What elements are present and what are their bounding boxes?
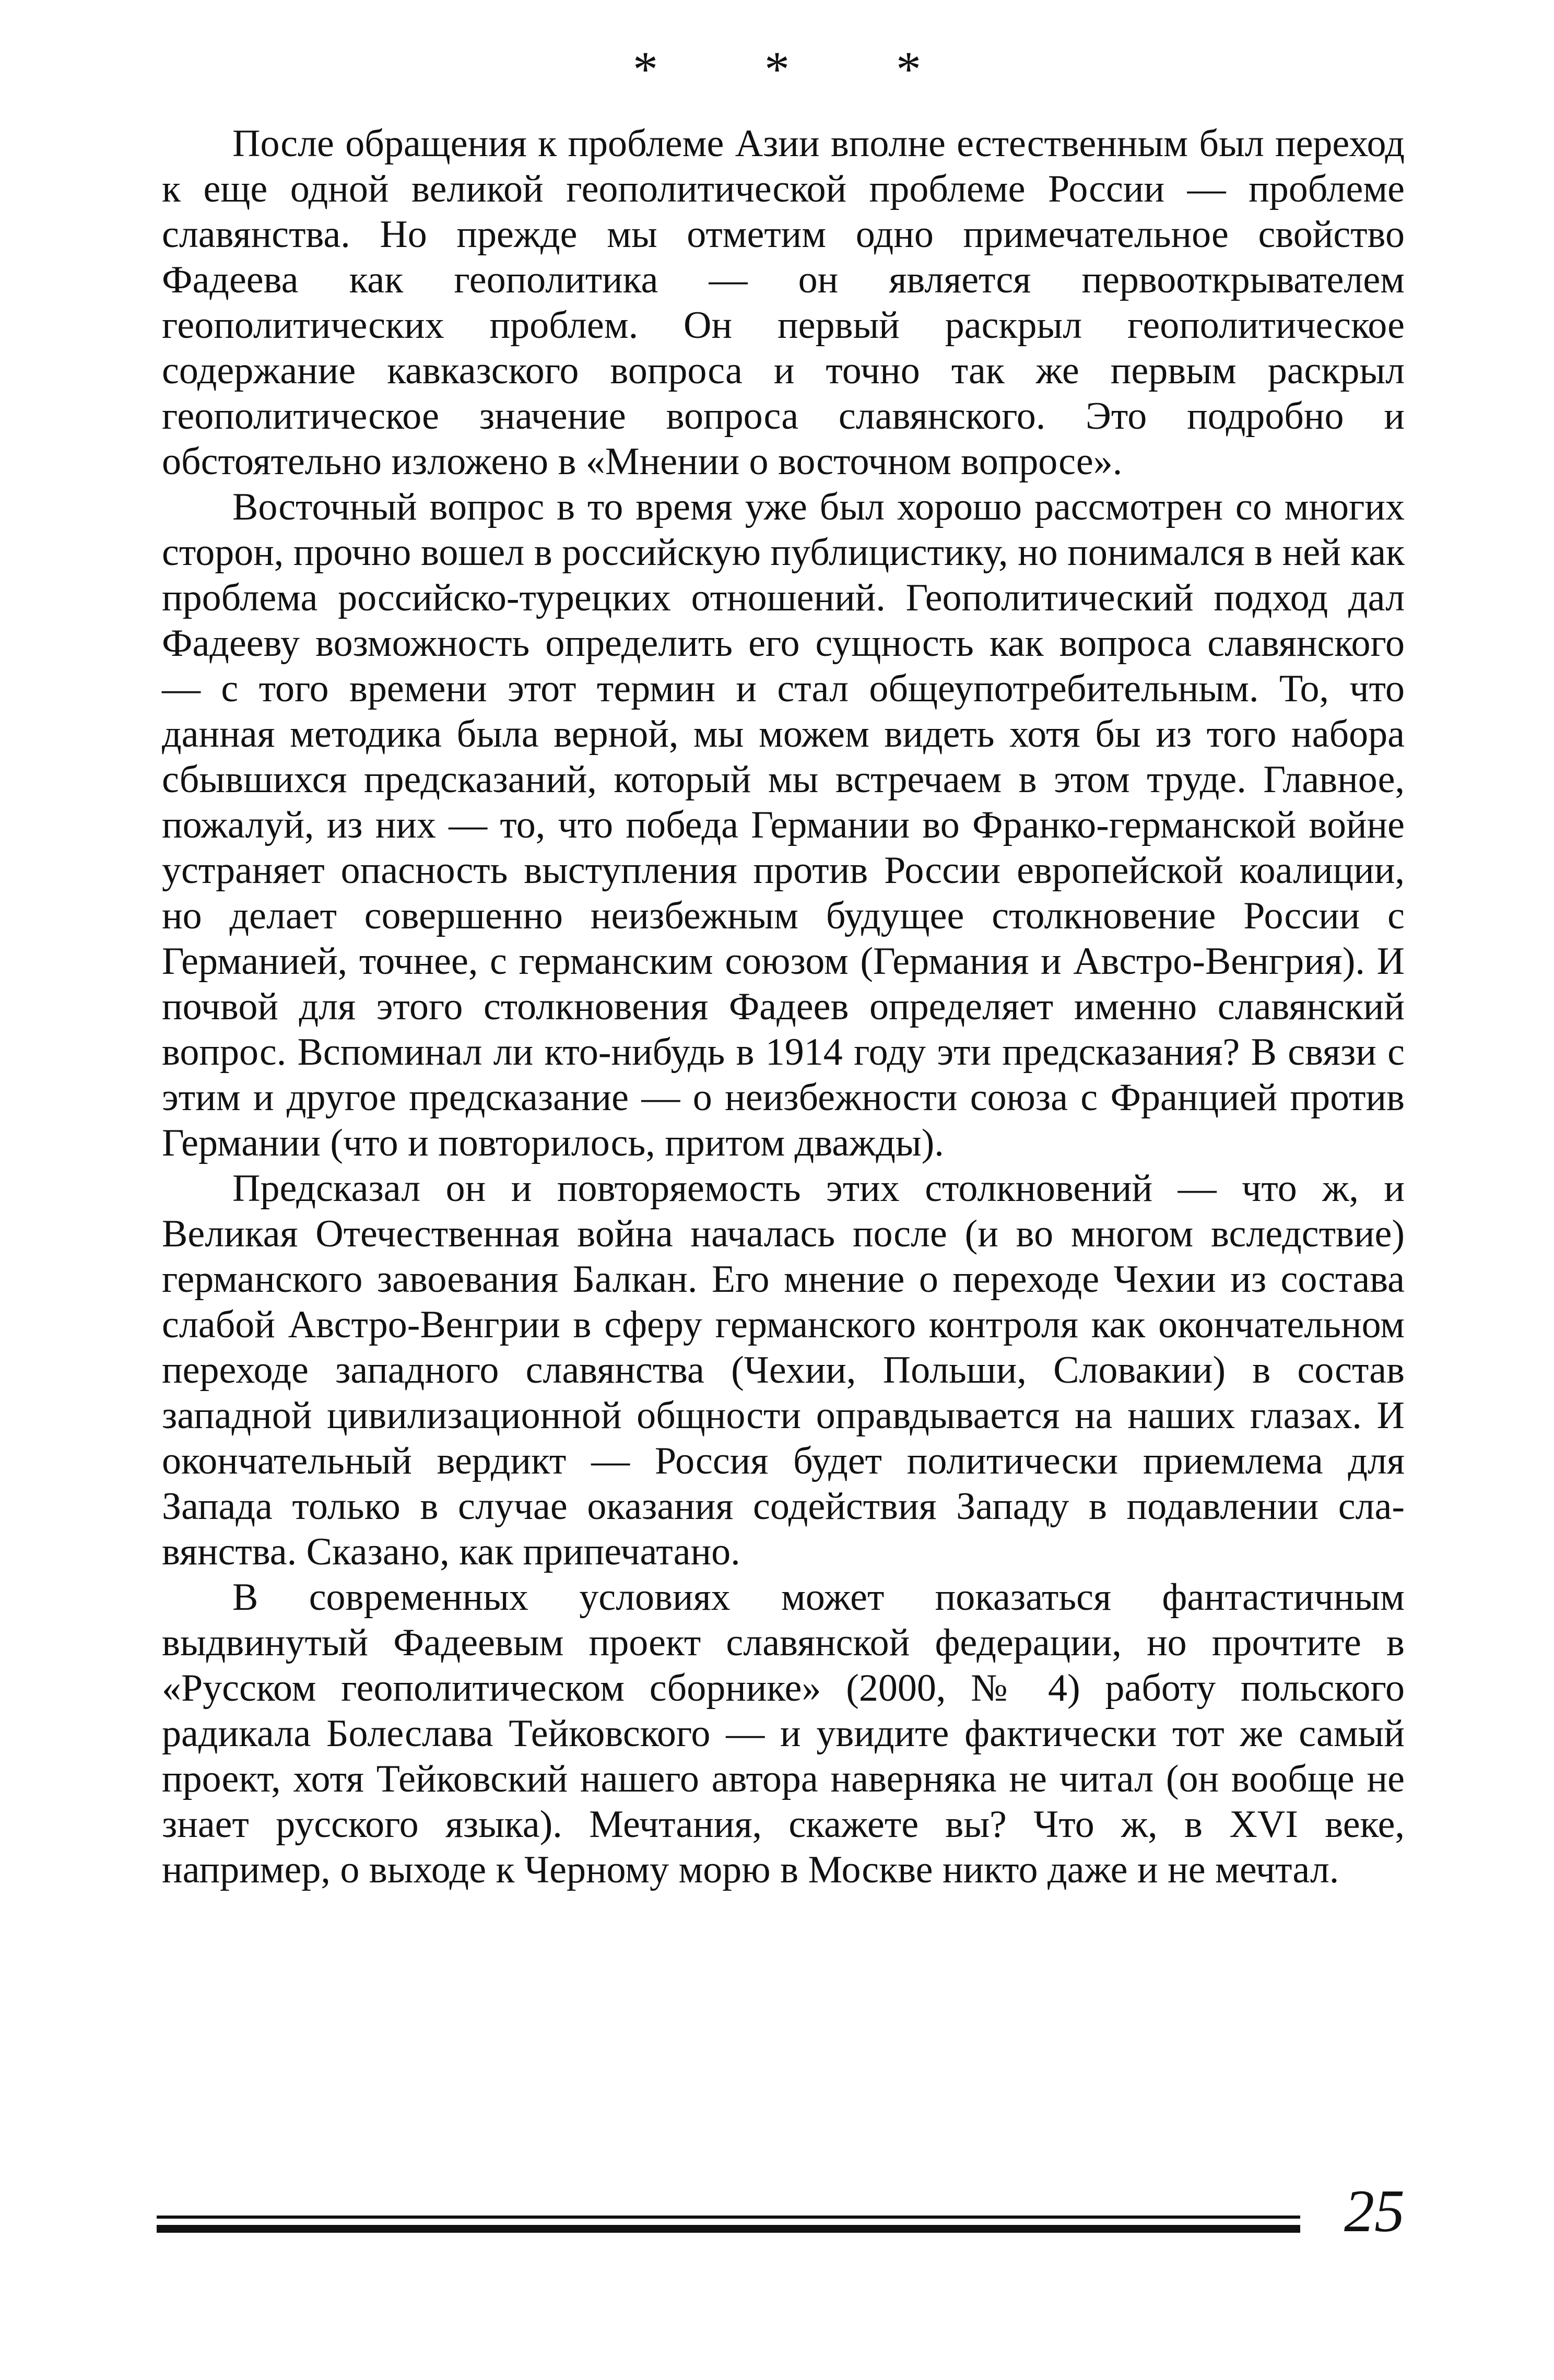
page-footer bbox=[157, 2178, 1405, 2248]
footer-rule-thin bbox=[157, 2216, 1300, 2219]
paragraph-3: Предсказал он и повторяемость этих столкновений — что ж, и Великая Отечественная война началась после (и во многом вследствие) германского завоевания Балкан. Его мнение о переходе Чехии из состава слабой Австро-Венгрии в сферу германского контроля как окончательном переходе западного славянства (Чехии, Польши, Словакии) в состав западной цивилизационной общности оправдывается на наших глазах. И окончательный вердикт — Россия будет политически приемлема для Запада только в случае оказания содействия Западу в подавлении славянства. Сказано, как припечатано. bbox=[162, 1167, 1405, 1573]
paragraph-2: Восточный вопрос в то время уже был хорошо рассмотрен со многих сторон, прочно вошел в российскую публицистику, но понимался в ней как проблема российско-турецких отношений. Геополитический подход дал Фадееву возможность определить его сущность как вопроса славянского — с того времени этот термин и стал общеупотребительным. То, что данная методика была верной, мы можем видеть хотя бы из того набора сбывшихся предсказаний, который мы встречаем в этом труде. Главное, пожалуй, из них — то, что победа Германии во Франко-германской войне устраняет опасность выступления против России европейской коалиции, но делает совершенно неизбежным будущее столкновение России с Германией, точнее, с германским союзом (Германия и Австро-Венгрия). И почвой для этого столкновения Фадеев определяет именно славянский вопрос. Вспоминал ли кто-нибудь в 1914 году эти предсказания? В связи с этим и другое предсказание — о неизбежности союза с Францией против Германии (что и повторилось, притом дважды). bbox=[162, 486, 1405, 1164]
section-separator: * * * bbox=[633, 41, 968, 97]
paragraph-4: В современных условиях может показаться фантастичным выдвинутый Фадеевым проект славянской федерации, но прочтите в «Русском геополитическом сборнике» (2000, № 4) работу польского радикала Болеслава Тейковского — и увидите фактически тот же самый проект, хотя Тейковский нашего автора наверняка не читал (он вообще не знает русского языка). Мечтания, скажете вы? Что ж, в XVI веке, например, о выходе к Черному морю в Москве никто даже и не мечтал. bbox=[162, 1576, 1405, 1891]
paragraph-1: После обращения к проблеме Азии вполне естественным был переход к еще одной великой геополитической проблеме России — проблеме славянства. Но прежде мы отметим одно примечательное свойство Фадеева как геополитика — он является первооткрывателем геополитических проблем. Он первый раскрыл геополитическое содержание кавказского вопроса и точно так же первым раскрыл геополитическое значение вопроса славянского. Это подробно и обстоятельно изложено в «Мнении о восточном вопросе». bbox=[162, 122, 1405, 483]
footer-rule-thick bbox=[157, 2225, 1300, 2233]
body-text bbox=[162, 121, 1405, 1893]
page-number: 25 bbox=[1344, 2178, 1405, 2245]
